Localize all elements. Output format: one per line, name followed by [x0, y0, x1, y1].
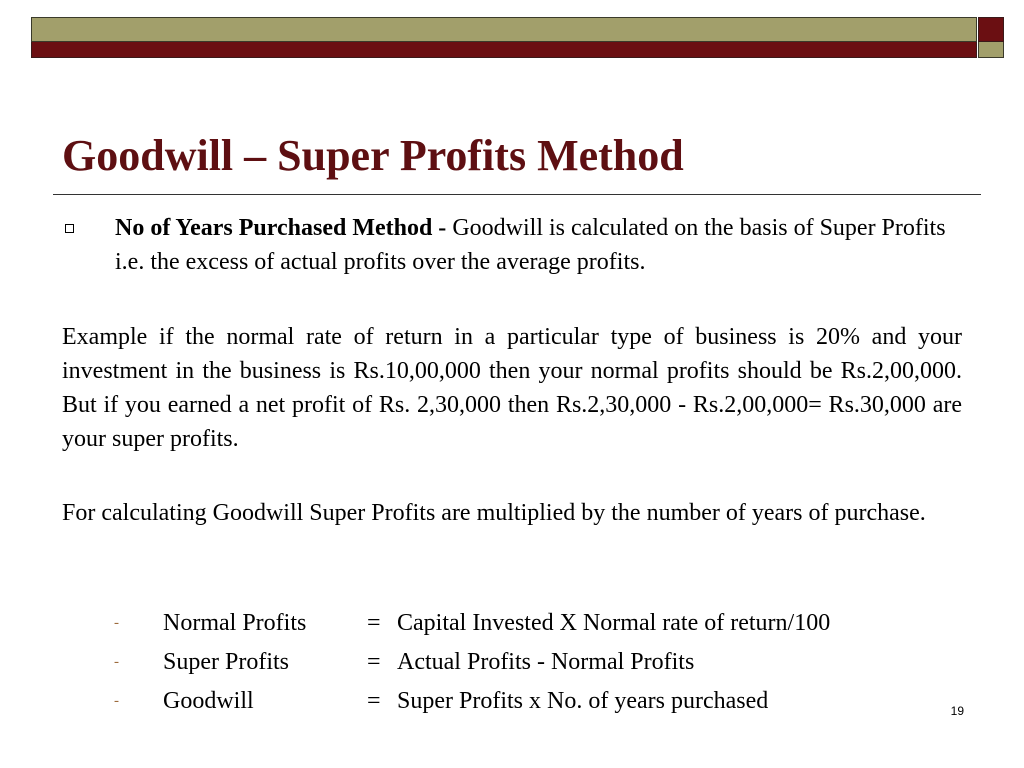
formula-term: Goodwill	[163, 688, 254, 714]
formula-expression: Capital Invested X Normal rate of return/100	[397, 610, 831, 636]
page-number: 19	[950, 704, 964, 718]
square-bullet-icon	[65, 224, 74, 233]
bullet-text: Goodwill is calculated on the basis of Super Profits i.e. the excess of actual profits over the average profits.	[115, 215, 946, 275]
bullet-paragraph	[115, 211, 965, 279]
dash-bullet-icon: -	[114, 693, 119, 709]
header-square-olive	[978, 42, 1004, 58]
slide-title: Goodwill – Super Profits Method	[62, 131, 684, 180]
formula-equals: =	[367, 688, 381, 714]
formula-term: Super Profits	[163, 649, 289, 675]
formula-expression: Super Profits x No. of years purchased	[397, 688, 769, 714]
formula-row	[114, 684, 974, 718]
calculation-note: For calculating Goodwill Super Profits are multiplied by the number of years of purchase.	[62, 500, 926, 526]
formula-term: Normal Profits	[163, 610, 307, 636]
header-bar-olive	[31, 17, 977, 42]
formula-equals: =	[367, 610, 381, 636]
example-paragraph: Example if the normal rate of return in a particular type of business is 20% and your investment in the business is Rs.10,00,000 then your normal profits should be Rs.2,00,000. But if you earned a net profit of Rs. 2,30,000 then Rs.2,30,000 - Rs.2,00,000= Rs.30,000 are your super profits.	[62, 324, 962, 452]
header-bar-maroon	[31, 42, 977, 58]
dash-bullet-icon: -	[114, 654, 119, 670]
formula-expression: Actual Profits - Normal Profits	[397, 649, 695, 675]
title-divider	[53, 194, 981, 195]
formula-equals: =	[367, 649, 381, 675]
header-square-maroon	[978, 17, 1004, 42]
dash-bullet-icon: -	[114, 615, 119, 631]
formula-row	[114, 606, 974, 640]
bullet-bold-lead: No of Years Purchased Method -	[115, 215, 453, 241]
formula-row	[114, 645, 974, 679]
